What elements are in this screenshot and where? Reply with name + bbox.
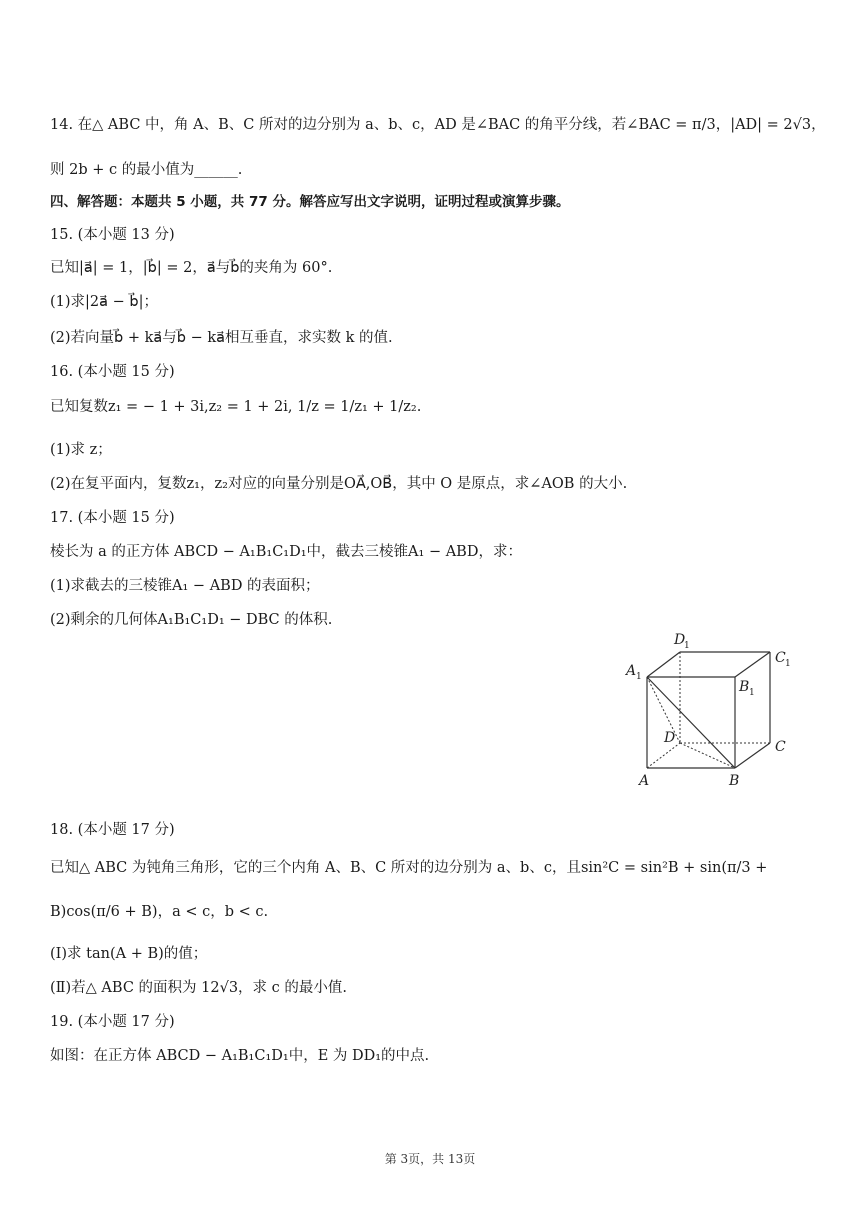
question-15-part-2: (2)若向量b⃗ + ka⃗与b⃗ − ka⃗相互垂直，求实数 k 的值. [50,330,393,346]
label-d: D [664,730,676,746]
label-c: C [775,739,786,755]
question-17-part-2: (2)剩余的几何体A₁B₁C₁D₁ − DBC 的体积. [50,612,333,628]
question-18-stem-line-1: 已知△ ABC 为钝角三角形，它的三个内角 A、B、C 所对的边分别为 a、b、c，且sin²C = sin²B + sin(π/3 + [50,860,768,876]
label-c1: C [775,650,786,666]
question-18-stem-line-2: B)cos(π/6 + B)，a < c，b < c. [50,904,269,920]
question-15-header: 15. (本小题 13 分) [50,227,175,243]
label-c1-sub: 1 [785,659,791,669]
question-17-stem: 棱长为 a 的正方体 ABCD − A₁B₁C₁D₁中，截去三棱锥A₁ − ABD，求： [50,544,522,560]
question-15-stem: 已知|a⃗| = 1，|b⃗| = 2，a⃗与b⃗的夹角为 60°. [50,260,333,276]
label-a1-sub: 1 [636,672,642,682]
question-18-header: 18. (本小题 17 分) [50,822,175,838]
page-footer: 第 3页，共 13页 [384,1152,476,1166]
question-16-header: 16. (本小题 15 分) [50,364,175,380]
question-17-header: 17. (本小题 15 分) [50,510,175,526]
question-16-part-2: (2)在复平面内，复数z₁，z₂对应的向量分别是OA⃗,OB⃗，其中 O 是原点，求∠AOB 的大小. [50,476,628,492]
label-a: A [639,773,650,789]
label-a1: A [626,663,637,679]
label-d1-sub: 1 [684,641,690,651]
question-14-line-1: 14. 在△ ABC 中，角 A、B、C 所对的边分别为 a、b、c，AD 是∠BAC 的角平分线，若∠BAC = π/3，|AD| = 2√3， [50,117,826,133]
question-18-part-1: (Ⅰ)求 tan(A + B)的值； [50,946,208,962]
question-19-stem: 如图：在正方体 ABCD − A₁B₁C₁D₁中，E 为 DD₁的中点. [50,1048,430,1064]
label-b: B [729,773,740,789]
question-19-header: 19. (本小题 17 分) [50,1014,175,1030]
label-b1-sub: 1 [749,688,755,698]
question-17-part-1: (1)求截去的三棱锥A₁ − ABD 的表面积； [50,578,320,594]
label-b1: B [739,679,750,695]
label-d1: D [674,632,686,648]
section-heading: 四、解答题：本题共 5 小题，共 77 分。解答应写出文字说明，证明过程或演算步骤。 [50,194,570,210]
question-16-part-1: (1)求 z； [50,442,112,458]
cube-figure [620,625,800,790]
question-14-line-2: 则 2b + c 的最小值为______. [50,162,243,178]
question-15-part-1: (1)求|2a⃗ − b⃗|； [50,294,158,310]
question-18-part-2: (Ⅱ)若△ ABC 的面积为 12√3，求 c 的最小值. [50,980,348,996]
question-16-stem: 已知复数z₁ = − 1 + 3i,z₂ = 1 + 2i, 1/z = 1/z₁ + 1/z₂. [50,399,422,415]
